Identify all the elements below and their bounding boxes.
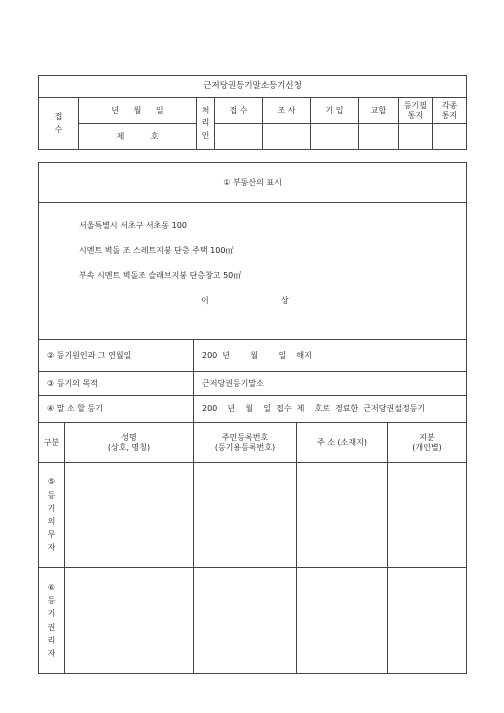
end-mark: 이 상 — [201, 296, 289, 305]
date-label: 년 월 일 — [79, 98, 197, 124]
cause-label: ② 등기원인과 그 연월일 — [39, 340, 194, 372]
share-header: 지분 (개인별) — [388, 423, 467, 463]
address-header: 주 소 (소재지) — [297, 423, 388, 463]
property-line: 서울특별시 서초구 서초동 100 — [79, 221, 187, 230]
application-table — [38, 162, 467, 674]
obligor-share-cell — [388, 463, 467, 568]
col-giip: 기 입 — [311, 98, 359, 124]
jeopsu-label: 접 수 — [39, 98, 79, 150]
holder-share-cell — [388, 568, 467, 674]
purpose-value: 근저당권등기말소 — [194, 372, 467, 396]
holder-address-cell — [297, 568, 388, 674]
form-title: 근저당권등기말소등기신청 — [39, 76, 467, 98]
name-header: 성명 (상호, 명칭) — [65, 423, 194, 463]
cell-gyohap — [359, 124, 399, 150]
obligor-address-cell — [297, 463, 388, 568]
receipt-table — [38, 75, 467, 150]
cell-josa — [263, 124, 311, 150]
col-josa: 조 사 — [263, 98, 311, 124]
property-heading: ① 부동산의 표시 — [39, 163, 467, 203]
holder-id-cell — [194, 568, 297, 674]
cancel-registration-label: ④ 말 소 할 등기 — [39, 396, 194, 423]
cause-value: 200 년 월 일 해지 — [194, 340, 467, 372]
holder-name-cell — [65, 568, 194, 674]
cell-registration-notice — [399, 124, 433, 150]
property-description — [39, 203, 467, 340]
processor-label: 처리인 — [197, 98, 215, 150]
obligor-label: ⑤등기의무자 — [39, 463, 65, 568]
col-jeopsu: 접 수 — [215, 98, 263, 124]
cancel-registration-value: 200 년 월 일 접수 제 호로 경료한 근저당권설정등기 — [194, 396, 467, 423]
obligor-id-cell — [194, 463, 297, 568]
gubun-header: 구분 — [39, 423, 65, 463]
cell-giip — [311, 124, 359, 150]
holder-label: ⑥등기권리자 — [39, 568, 65, 674]
obligor-name-cell — [65, 463, 194, 568]
col-gyohap: 교합 — [359, 98, 399, 124]
col-various-notice: 각종 통지 — [433, 98, 467, 124]
col-registration-notice: 등기필 통지 — [399, 98, 433, 124]
id-number-header: 주민등록번호 (등기용등록번호) — [194, 423, 297, 463]
property-line: 시멘트 벽돌 조 스레트지붕 단층 주택 100㎡ — [79, 246, 234, 255]
cell-jeopsu — [215, 124, 263, 150]
number-label: 제 호 — [79, 124, 197, 150]
cell-various-notice — [433, 124, 467, 150]
purpose-label: ③ 등기의 목적 — [39, 372, 194, 396]
property-line: 부속 시멘트 벽돌조 슬래브지붕 단층창고 50㎡ — [79, 271, 242, 280]
